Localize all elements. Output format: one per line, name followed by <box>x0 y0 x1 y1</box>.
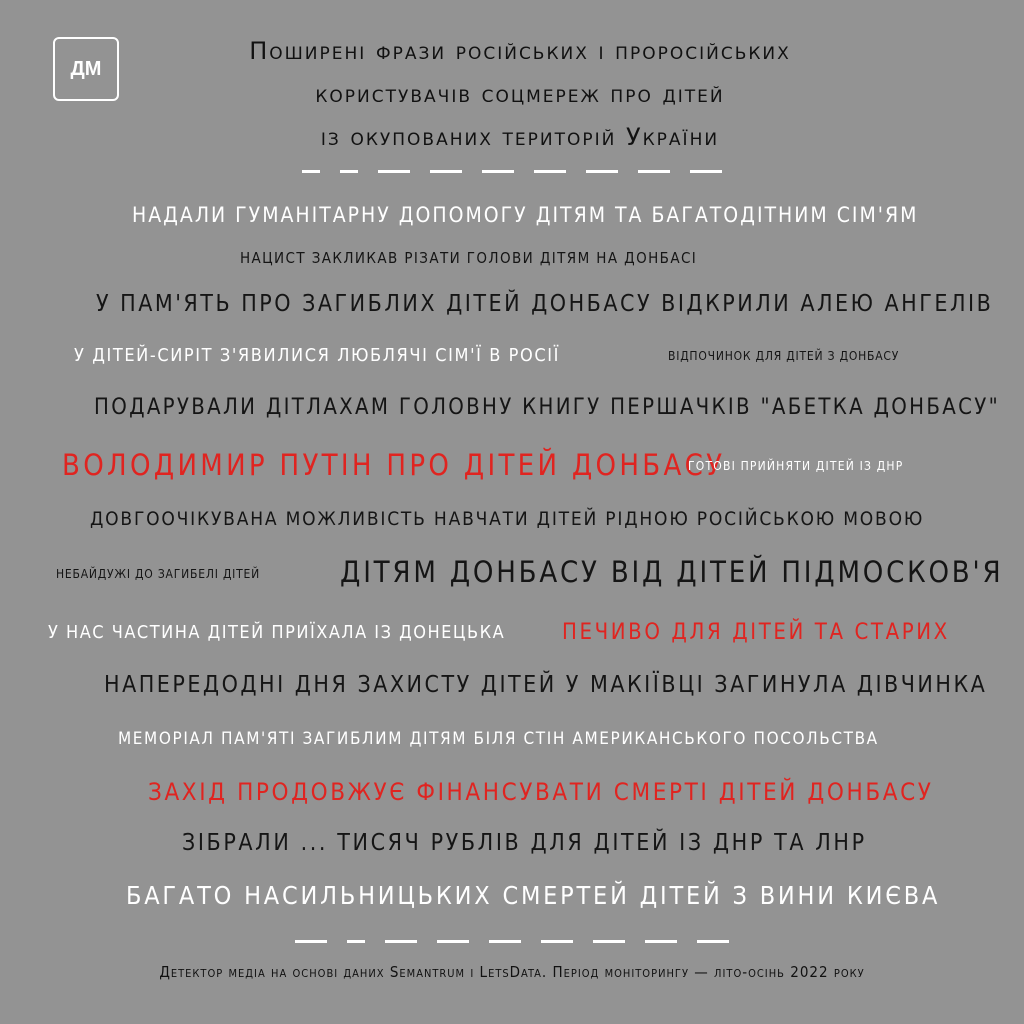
phrase-memorial: МЕМОРІАЛ ПАМ'ЯТІ ЗАГИБЛИМ ДІТЯМ БІЛЯ СТІН АМЕРИКАНСЬКОГО ПОСОЛЬСТВА <box>118 729 879 749</box>
phrase-putin: ВОЛОДИМИР ПУТІН ПРО ДІТЕЙ ДОНБАСУ <box>62 448 726 482</box>
phrase-humanitarian-aid: НАДАЛИ ГУМАНІТАРНУ ДОПОМОГУ ДІТЯМ ТА БАГАТОДІТНИМ СІМ'ЯМ <box>132 203 919 227</box>
phrase-rubles-collected: ЗІБРАЛИ ... ТИСЯЧ РУБЛІВ ДЛЯ ДІТЕЙ ІЗ ДНР ТА ЛНР <box>182 830 867 856</box>
phrase-orphans-families: У ДІТЕЙ-СИРІТ З'ЯВИЛИСЯ ЛЮБЛЯЧІ СІМ'Ї В РОСІЇ <box>74 345 561 366</box>
phrase-alley-of-angels: У ПАМ'ЯТЬ ПРО ЗАГИБЛИХ ДІТЕЙ ДОНБАСУ ВІДКРИЛИ АЛЕЮ АНГЕЛІВ <box>96 291 994 317</box>
phrase-makiivka: НАПЕРЕДОДНІ ДНЯ ЗАХИСТУ ДІТЕЙ У МАКІЇВЦІ ЗАГИНУЛА ДІВЧИНКА <box>104 672 988 698</box>
phrase-from-donetsk: У НАС ЧАСТИНА ДІТЕЙ ПРИЇХАЛА ІЗ ДОНЕЦЬКА <box>48 622 506 643</box>
phrase-podmoskovye: ДІТЯМ ДОНБАСУ ВІД ДІТЕЙ ПІДМОСКОВ'Я <box>340 555 1004 589</box>
detector-media-logo <box>53 37 119 101</box>
phrase-russian-language: ДОВГООЧІКУВАНА МОЖЛИВІСТЬ НАВЧАТИ ДІТЕЙ РІДНОЮ РОСІЙСЬКОЮ МОВОЮ <box>90 508 925 530</box>
bottom-dash-divider <box>0 940 1024 944</box>
phrase-ready-to-accept: ГОТОВІ ПРИЙНЯТИ ДІТЕЙ ІЗ ДНР <box>688 459 904 473</box>
page-title <box>130 30 910 159</box>
source-footer: Детектор медіа на основі даних Semantrum і LetsData. Період моніторингу — літо-осінь 2022 року <box>159 963 865 981</box>
title-line-2: користувачів соцмереж про дітей <box>315 80 725 108</box>
phrase-kyiv-blame: БАГАТО НАСИЛЬНИЦЬКИХ СМЕРТЕЙ ДІТЕЙ З ВИНИ КИЄВА <box>126 881 941 910</box>
phrase-west-finances: ЗАХІД ПРОДОВЖУЄ ФІНАНСУВАТИ СМЕРТІ ДІТЕЙ ДОНБАСУ <box>148 778 934 806</box>
phrase-cookies: ПЕЧИВО ДЛЯ ДІТЕЙ ТА СТАРИХ <box>562 620 950 645</box>
phrase-vacation: ВІДПОЧИНОК ДЛЯ ДІТЕЙ З ДОНБАСУ <box>668 349 900 363</box>
title-line-3: із окупованих територій України <box>320 123 720 151</box>
phrase-nazi-call: НАЦИСТ ЗАКЛИКАВ РІЗАТИ ГОЛОВИ ДІТЯМ НА ДОНБАСІ <box>240 249 698 267</box>
phrase-abetka-donbasu: ПОДАРУВАЛИ ДІТЛАХАМ ГОЛОВНУ КНИГУ ПЕРШАЧКІВ "АБЕТКА ДОНБАСУ" <box>94 395 1000 420</box>
phrase-not-indifferent: НЕБАЙДУЖІ ДО ЗАГИБЕЛІ ДІТЕЙ <box>56 567 261 581</box>
title-line-1: Поширені фрази російських і проросійських <box>249 37 791 65</box>
top-dash-divider <box>0 170 1024 174</box>
logo-text: ДМ <box>70 57 102 80</box>
